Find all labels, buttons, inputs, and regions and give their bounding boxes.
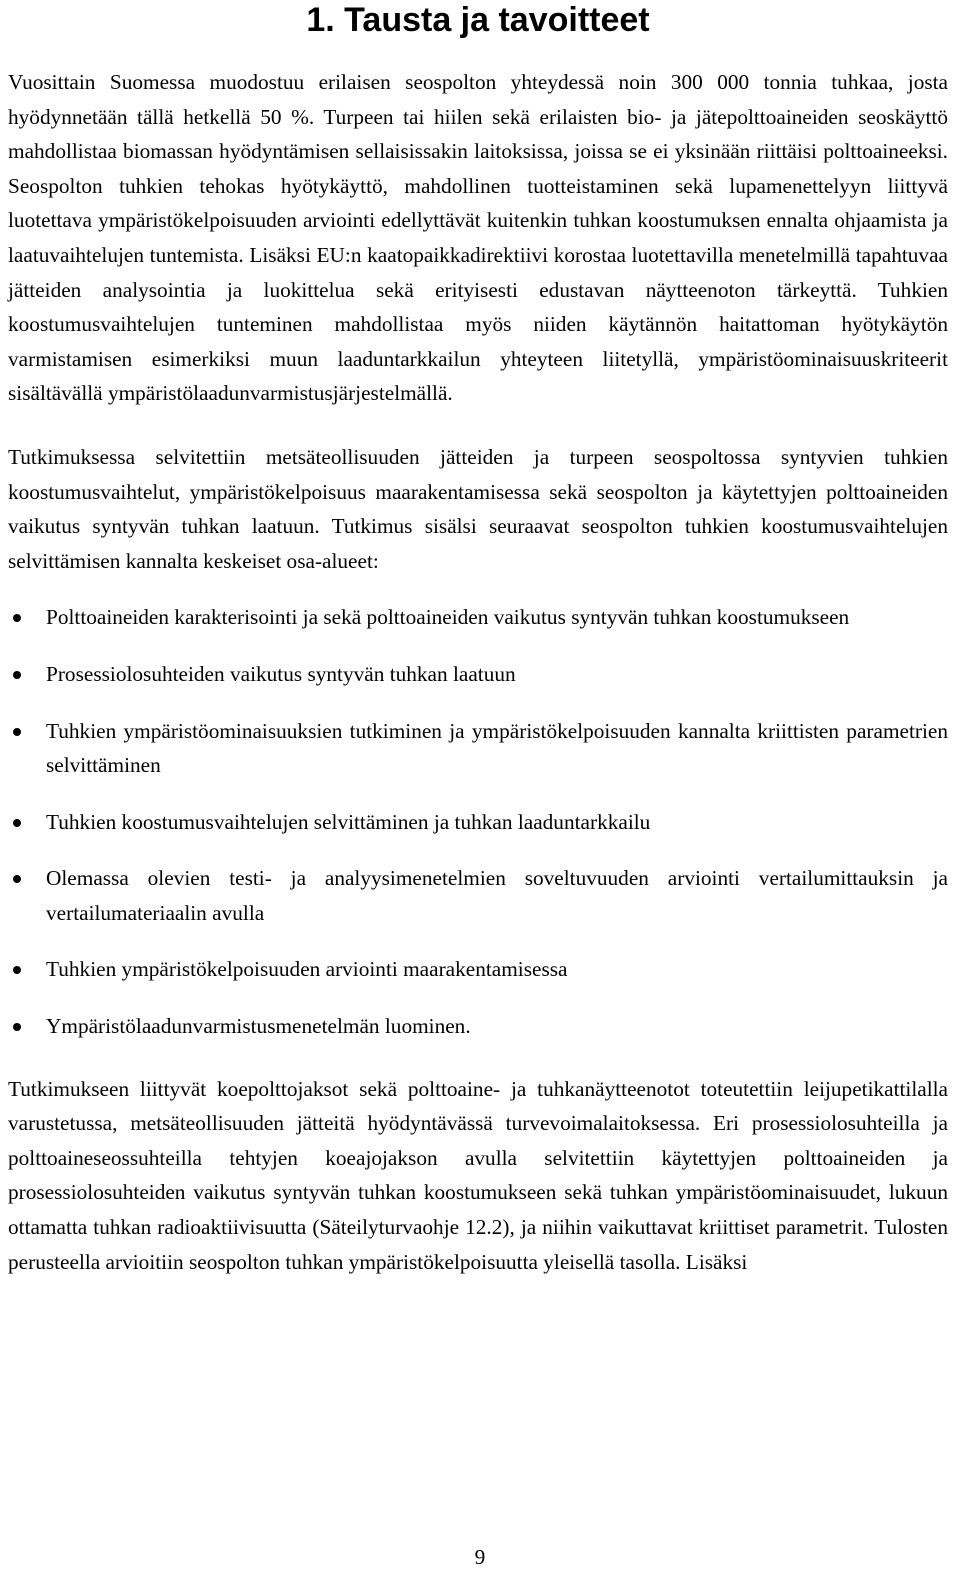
list-item-text: Tuhkien ympäristökelpoisuuden arviointi maarakentamisessa (46, 957, 568, 982)
paragraph-background: Vuosittain Suomessa muodostuu erilaisen seospolton yhteydessä noin 300 000 tonnia tuhkaa, josta hyödynnetään tällä hetkellä 50 %. Turpeen tai hiilen sekä erilaisten bio- ja jätepolttoaineiden seoskäyttö mahdollistaa biomassan hyödyntämisen sellaisissakin laitoksissa, joissa se ei yksinään riittäisi polttoaineeksi. Seospolton tuhkien tehokas hyötykäyttö, mahdollinen tuotteistaminen sekä lupamenettelyyn liittyvä luotettava ympäristökelpoisuuden arviointi edellyttävät kuitenkin tuhkan koostumuksen ennalta ohjaamista ja laatuvaihtelujen tuntemista. Lisäksi EU:n kaatopaikkadirektiivi korostaa luotettavilla menetelmillä tapahtuvaa jätteiden analysointia ja luokittelua sekä erityisesti edustavan näytteenoton tärkeyttä. Tuhkien koostumusvaihtelujen tunteminen mahdollistaa myös niiden käytännön haitattoman hyötykäytön varmistamisen esimerkiksi muun laaduntarkkailun yhteyteen liitetyllä, ympäristöominaisuuskriteerit sisältävällä ympäristölaadunvarmistusjärjestelmällä. (8, 70, 948, 406)
list-item-text: Tuhkien ympäristöominaisuuksien tutkiminen ja ympäristökelpoisuuden kannalta kriittisten parametrien selvittäminen (46, 718, 948, 778)
list-item (8, 1009, 948, 1044)
bullet-icon (13, 728, 21, 736)
list-item-text: Polttoaineiden karakterisointi ja sekä polttoaineiden vaikutus syntyvän tuhkan koostumukseen (46, 605, 850, 630)
list-item (8, 805, 948, 840)
list-item-text: Olemassa olevien testi- ja analyysimenetelmien soveltuvuuden arviointi vertailumittauksin ja vertailumateriaalin avulla (46, 866, 948, 925)
bullet-icon (13, 819, 21, 827)
document-page (8, 0, 948, 1279)
bullet-icon (13, 671, 21, 679)
list-item (8, 952, 948, 987)
list-item-text: Prosessiolosuhteiden vaikutus syntyvän tuhkan laatuun (46, 661, 516, 686)
bullet-icon (13, 614, 21, 622)
section-heading: 1. Tausta ja tavoitteet (306, 1, 650, 39)
list-item (8, 657, 948, 692)
paragraph-study-scope: Tutkimuksessa selvitettiin metsäteollisuuden jätteiden ja turpeen seospoltossa syntyvien tuhkien koostumusvaihtelut, ympäristökelpoisuus maarakentamisessa sekä seospolton ja käytettyjen polttoaineiden vaikutus syntyvän tuhkan laatuun. Tutkimus sisälsi seuraavat seospolton tuhkien koostumusvaihtelujen selvittämisen kannalta keskeiset osa-alueet: (8, 444, 948, 573)
bullet-icon (13, 966, 21, 974)
list-item-text: Ympäristölaadunvarmistusmenetelmän luominen. (46, 1014, 471, 1039)
list-item (8, 861, 948, 930)
page-number: 9 (474, 1545, 486, 1569)
bullet-icon (13, 875, 21, 883)
list-item (8, 714, 948, 783)
list-item (8, 600, 948, 635)
topic-list (8, 600, 948, 1043)
bullet-icon (13, 1023, 21, 1031)
paragraph-test-runs: Tutkimukseen liittyvät koepolttojaksot sekä polttoaine- ja tuhkanäytteenotot toteutettiin leijupetikattilalla varustetussa, metsäteollisuuden jätteitä hyödyntävässä turvevoimalaitoksessa. Eri prosessiolosuhteilla ja polttoaineseossuhteilla tehtyjen koeajojakson avulla selvitettiin käytettyjen polttoaineiden ja prosessiolosuhteiden vaikutus syntyvän tuhkan koostumukseen sekä tuhkan ympäristöominaisuudet, lukuun ottamatta tuhkan radioaktiivisuutta (Säteilyturvaohje 12.2), ja niihin vaikuttavat kriittiset parametrit. Tulosten perusteella arvioitiin seospolton tuhkan ympäristökelpoisuutta yleisellä tasolla. Lisäksi (8, 1076, 948, 1274)
list-item-text: Tuhkien koostumusvaihtelujen selvittäminen ja tuhkan laaduntarkkailu (46, 809, 651, 834)
